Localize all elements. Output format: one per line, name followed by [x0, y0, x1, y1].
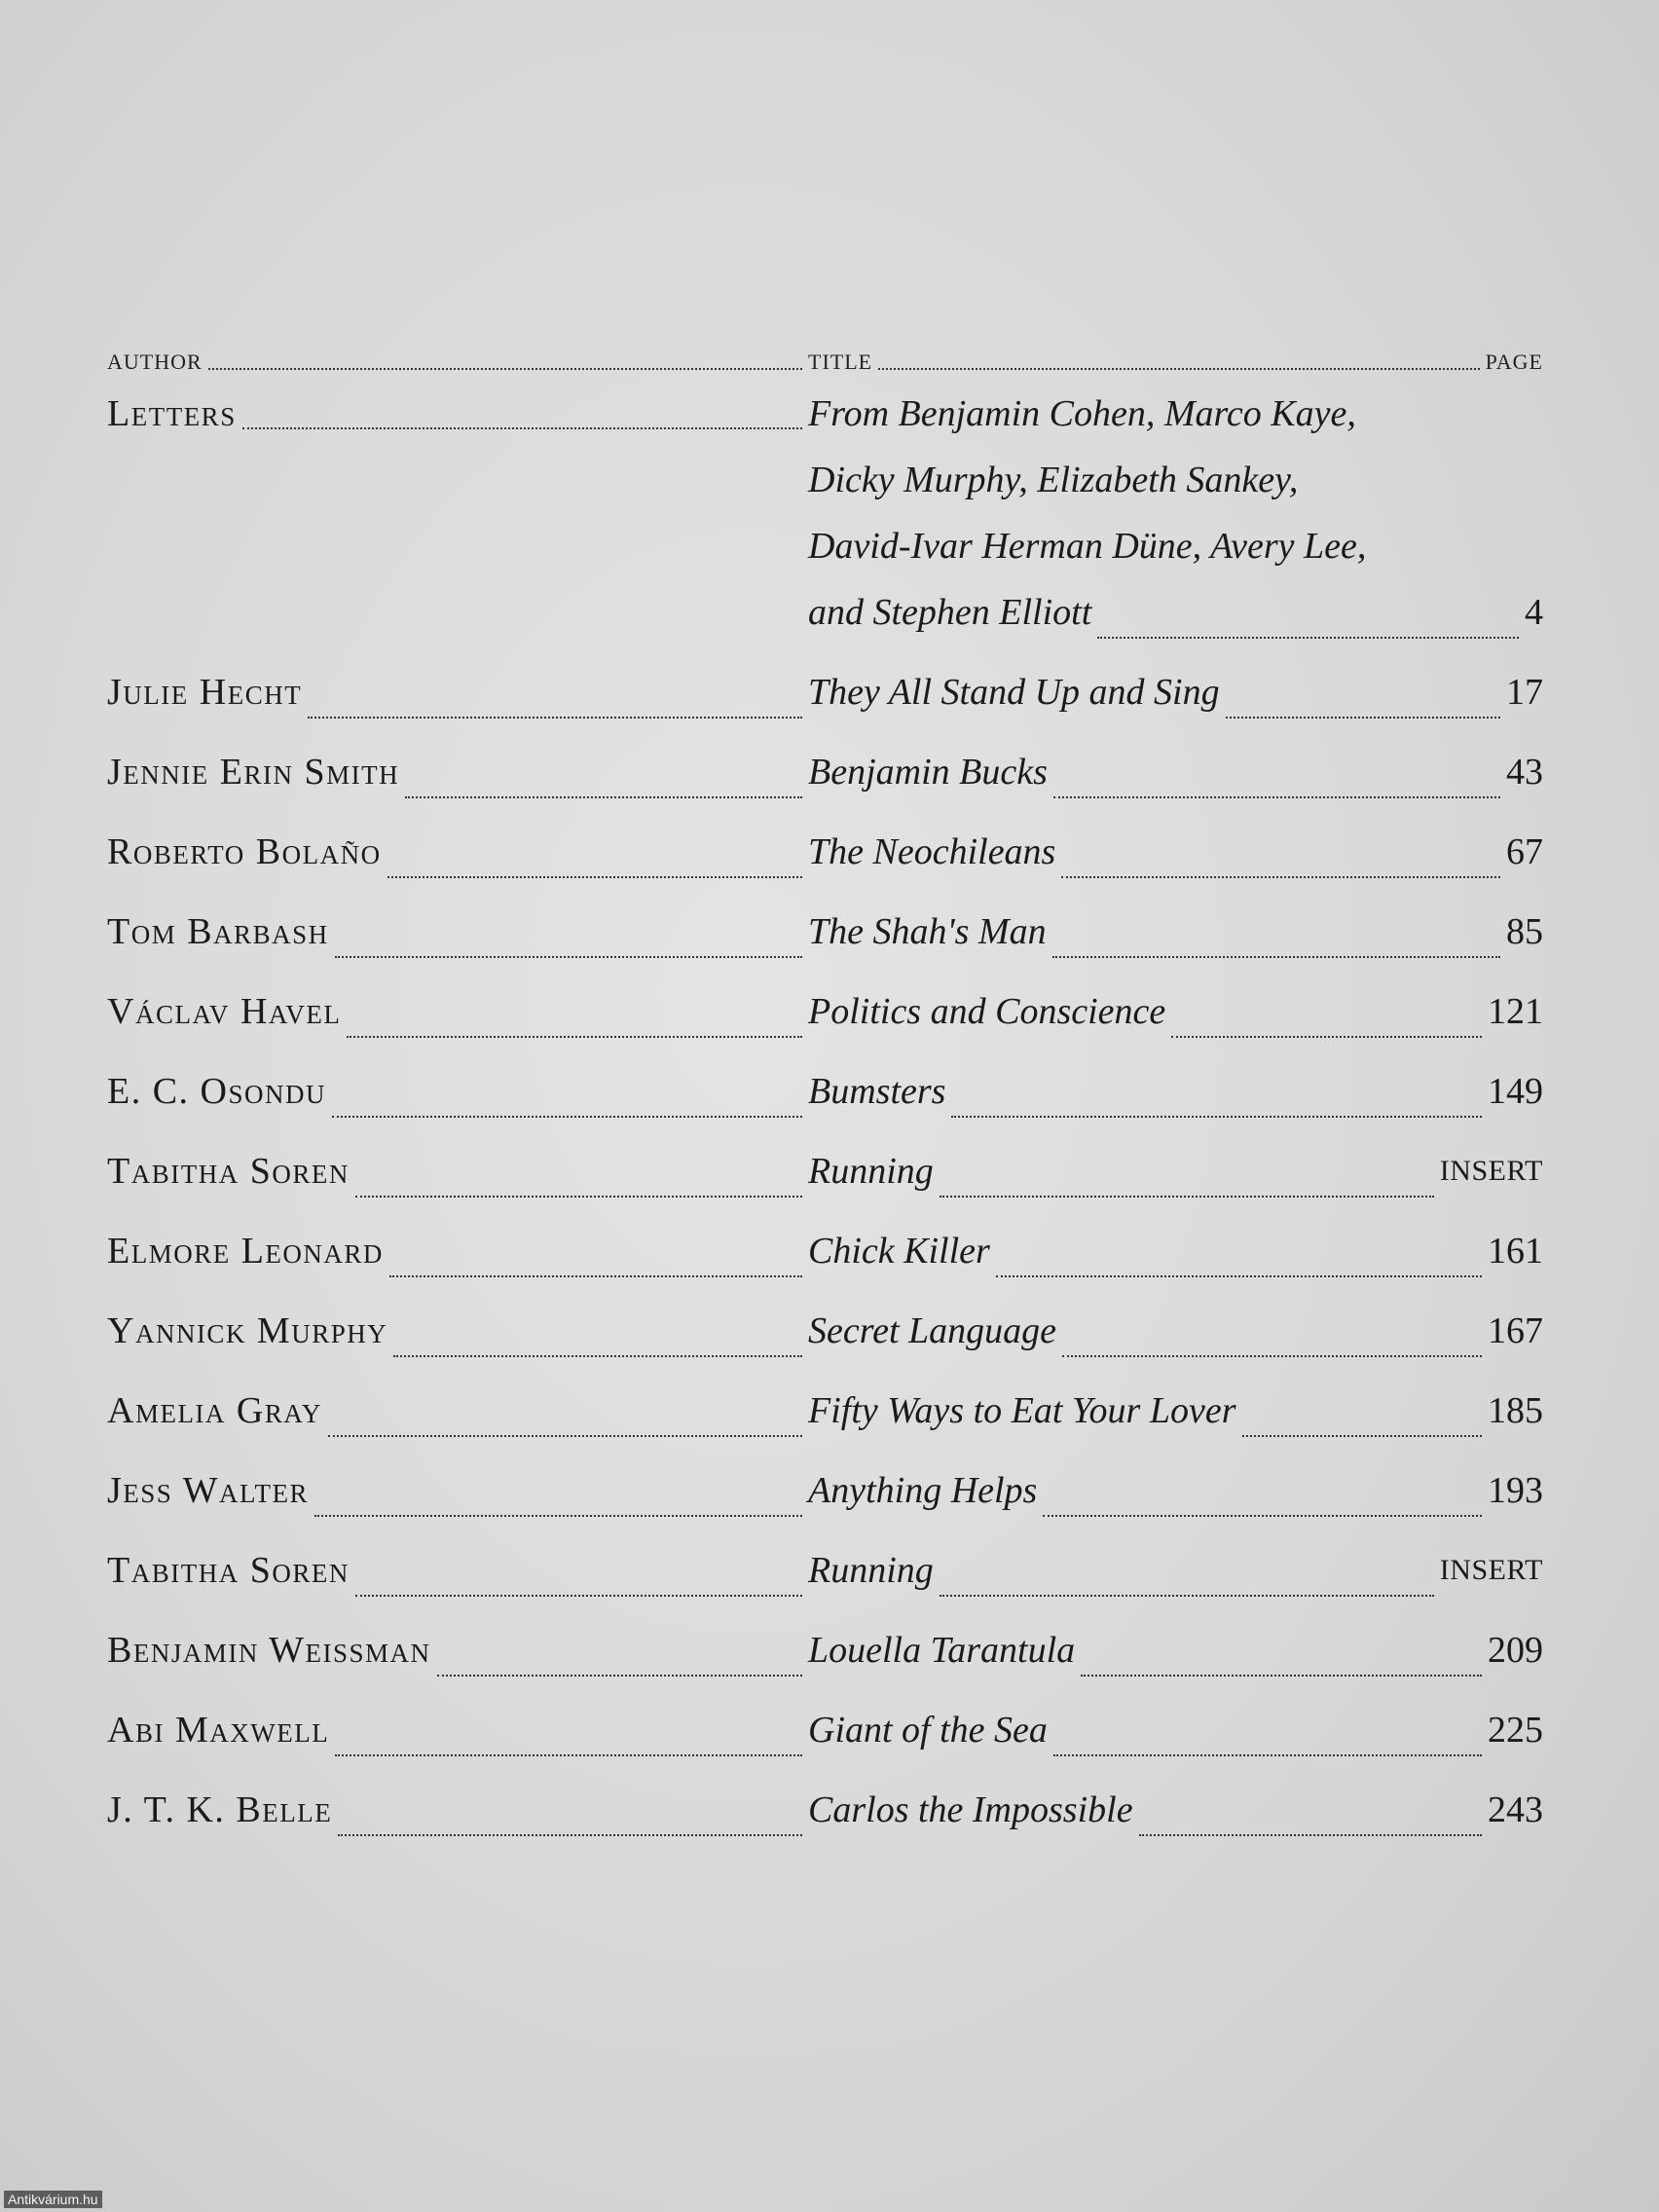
entry-title-column [808, 659, 1543, 725]
entry-author: Yannick Murphy [107, 1310, 388, 1351]
dot-leader [951, 1116, 1482, 1118]
dot-leader [328, 1435, 802, 1437]
dot-leader [347, 1036, 802, 1038]
dot-leader [1053, 796, 1500, 798]
entry-author-column [107, 1457, 808, 1524]
dot-leader [355, 1196, 802, 1198]
toc-entry [107, 1457, 1543, 1524]
entry-page-number: 85 [1506, 911, 1543, 952]
entry-title: Running [808, 1550, 934, 1591]
toc-entry [107, 1298, 1543, 1364]
dot-leader [355, 1595, 802, 1597]
entry-author: Letters [107, 393, 237, 434]
entry-author-column [107, 1537, 808, 1604]
entry-title-column [808, 1378, 1543, 1444]
dot-leader [1043, 1515, 1482, 1517]
entry-author-column [107, 1298, 808, 1364]
author-header: AUTHOR [107, 350, 203, 374]
toc-entry [107, 1058, 1543, 1124]
toc-entry [107, 1617, 1543, 1683]
dot-leader [1226, 717, 1500, 719]
toc-entry [107, 739, 1543, 805]
entry-author: Amelia Gray [107, 1390, 322, 1431]
toc-entry [107, 1138, 1543, 1204]
table-of-contents [107, 326, 1543, 1843]
entry-title-last-line [808, 579, 1543, 645]
entry-title-column [808, 1218, 1543, 1284]
entry-title-column [808, 1537, 1543, 1604]
toc-entry [107, 819, 1543, 885]
toc-entry [107, 1218, 1543, 1284]
entry-page-number: 185 [1488, 1390, 1543, 1431]
entry-title: Chick Killer [808, 1231, 990, 1272]
entry-title-column [808, 1298, 1543, 1364]
entry-author: Jennie Erin Smith [107, 752, 400, 793]
toc-header [107, 326, 1543, 375]
author-header-column [107, 350, 808, 375]
dot-leader [308, 717, 802, 719]
entry-title: Fifty Ways to Eat Your Lover [808, 1390, 1236, 1431]
entry-title: Running [808, 1151, 934, 1192]
entry-title: Secret Language [808, 1310, 1057, 1351]
entry-page-number: 121 [1488, 991, 1543, 1032]
entry-author: Benjamin Weissman [107, 1630, 431, 1671]
toc-entry [107, 1777, 1543, 1843]
entry-page-number: INSERT [1439, 1554, 1543, 1586]
letters-title-block [808, 381, 1543, 645]
dot-leader [1171, 1036, 1482, 1038]
dot-leader [878, 368, 1479, 370]
entry-author: J. T. K. Belle [107, 1789, 333, 1830]
entry-page-number: 17 [1506, 672, 1543, 713]
entry-author: Roberto Bolaño [107, 831, 382, 872]
dot-leader [1061, 876, 1500, 878]
dot-leader [242, 427, 802, 429]
toc-entry [107, 659, 1543, 725]
entry-title-column [808, 1457, 1543, 1524]
entry-page-number: 209 [1488, 1630, 1543, 1671]
entry-title-column [808, 1777, 1543, 1843]
entry-title: Louella Tarantula [808, 1630, 1076, 1671]
dot-leader [335, 956, 802, 958]
entry-page-number: 167 [1488, 1310, 1543, 1351]
toc-entry [107, 899, 1543, 965]
dot-leader [1052, 956, 1500, 958]
dot-leader [393, 1355, 802, 1357]
entry-author: Václav Havel [107, 991, 342, 1032]
title-header: TITLE [808, 350, 873, 374]
entry-page-number: 161 [1488, 1231, 1543, 1272]
dot-leader [1097, 637, 1519, 639]
entry-title-line: David-Ivar Herman Düne, Avery Lee, [808, 526, 1367, 567]
dot-leader [940, 1196, 1434, 1198]
dot-leader [332, 1116, 802, 1118]
entry-author-column [107, 659, 808, 725]
entry-title: Anything Helps [808, 1470, 1038, 1511]
entry-author-column [107, 1777, 808, 1843]
dot-leader [1053, 1754, 1482, 1756]
entry-title: Giant of the Sea [808, 1710, 1048, 1751]
entry-author-column [107, 819, 808, 885]
toc-entries [107, 659, 1543, 1843]
entry-author-column [107, 1378, 808, 1444]
entry-author-column [107, 739, 808, 805]
dot-leader [338, 1834, 802, 1836]
dot-leader [389, 1275, 802, 1277]
entry-author-column [107, 899, 808, 965]
entry-title: They All Stand Up and Sing [808, 672, 1220, 713]
toc-entry [107, 1697, 1543, 1763]
entry-author-column [107, 1218, 808, 1284]
entry-title: The Neochileans [808, 831, 1056, 872]
dot-leader [1062, 1355, 1482, 1357]
entry-page-number: 4 [1525, 592, 1543, 633]
entry-title-line: From Benjamin Cohen, Marco Kaye, [808, 393, 1356, 434]
entry-author-column [107, 1138, 808, 1204]
entry-author-column [107, 978, 808, 1045]
watermark: Antikvárium.hu [4, 2191, 102, 2208]
entry-title: and Stephen Elliott [808, 592, 1092, 633]
entry-title: Carlos the Impossible [808, 1789, 1133, 1830]
dot-leader [314, 1515, 802, 1517]
dot-leader [387, 876, 802, 878]
entry-title-column [808, 819, 1543, 885]
entry-author: Abi Maxwell [107, 1710, 330, 1751]
page-header: PAGE [1485, 350, 1543, 374]
entry-author: Jess Walter [107, 1470, 309, 1511]
entry-page-number: 149 [1488, 1071, 1543, 1112]
entry-title-column [808, 1697, 1543, 1763]
entry-author-column [107, 1058, 808, 1124]
dot-leader [940, 1595, 1434, 1597]
entry-title: Bumsters [808, 1071, 946, 1112]
entry-author: E. C. Osondu [107, 1071, 327, 1112]
toc-entry [107, 978, 1543, 1045]
dot-leader [437, 1675, 802, 1677]
entry-title-column [808, 1617, 1543, 1683]
entry-title: The Shah's Man [808, 911, 1047, 952]
entry-author: Tabitha Soren [107, 1151, 350, 1192]
entry-title-column [808, 978, 1543, 1045]
dot-leader [1139, 1834, 1482, 1836]
entry-author: Julie Hecht [107, 672, 303, 713]
dot-leader [208, 368, 802, 370]
entry-title-column [808, 899, 1543, 965]
toc-entry [107, 1378, 1543, 1444]
toc-entry-letters [107, 381, 1543, 645]
entry-author: Tabitha Soren [107, 1550, 350, 1591]
entry-author-column [107, 381, 808, 447]
entry-title: Politics and Conscience [808, 991, 1166, 1032]
entry-author: Tom Barbash [107, 911, 329, 952]
entry-title-column [808, 1138, 1543, 1204]
entry-title-column [808, 1058, 1543, 1124]
title-header-column [808, 350, 1543, 375]
toc-entry [107, 1537, 1543, 1604]
entry-page-number: 43 [1506, 752, 1543, 793]
dot-leader [996, 1275, 1482, 1277]
entry-title-line: Dicky Murphy, Elizabeth Sankey, [808, 460, 1299, 500]
entry-page-number: 193 [1488, 1470, 1543, 1511]
entry-title: Benjamin Bucks [808, 752, 1048, 793]
entry-author-column [107, 1697, 808, 1763]
entry-page-number: 243 [1488, 1789, 1543, 1830]
dot-leader [405, 796, 802, 798]
entry-page-number: INSERT [1439, 1155, 1543, 1187]
dot-leader [335, 1754, 802, 1756]
entry-title-column [808, 381, 1543, 645]
dot-leader [1081, 1675, 1482, 1677]
entry-page-number: 67 [1506, 831, 1543, 872]
dot-leader [1242, 1435, 1483, 1437]
entry-author: Elmore Leonard [107, 1231, 384, 1272]
entry-author-column [107, 1617, 808, 1683]
entry-page-number: 225 [1488, 1710, 1543, 1751]
entry-title-column [808, 739, 1543, 805]
